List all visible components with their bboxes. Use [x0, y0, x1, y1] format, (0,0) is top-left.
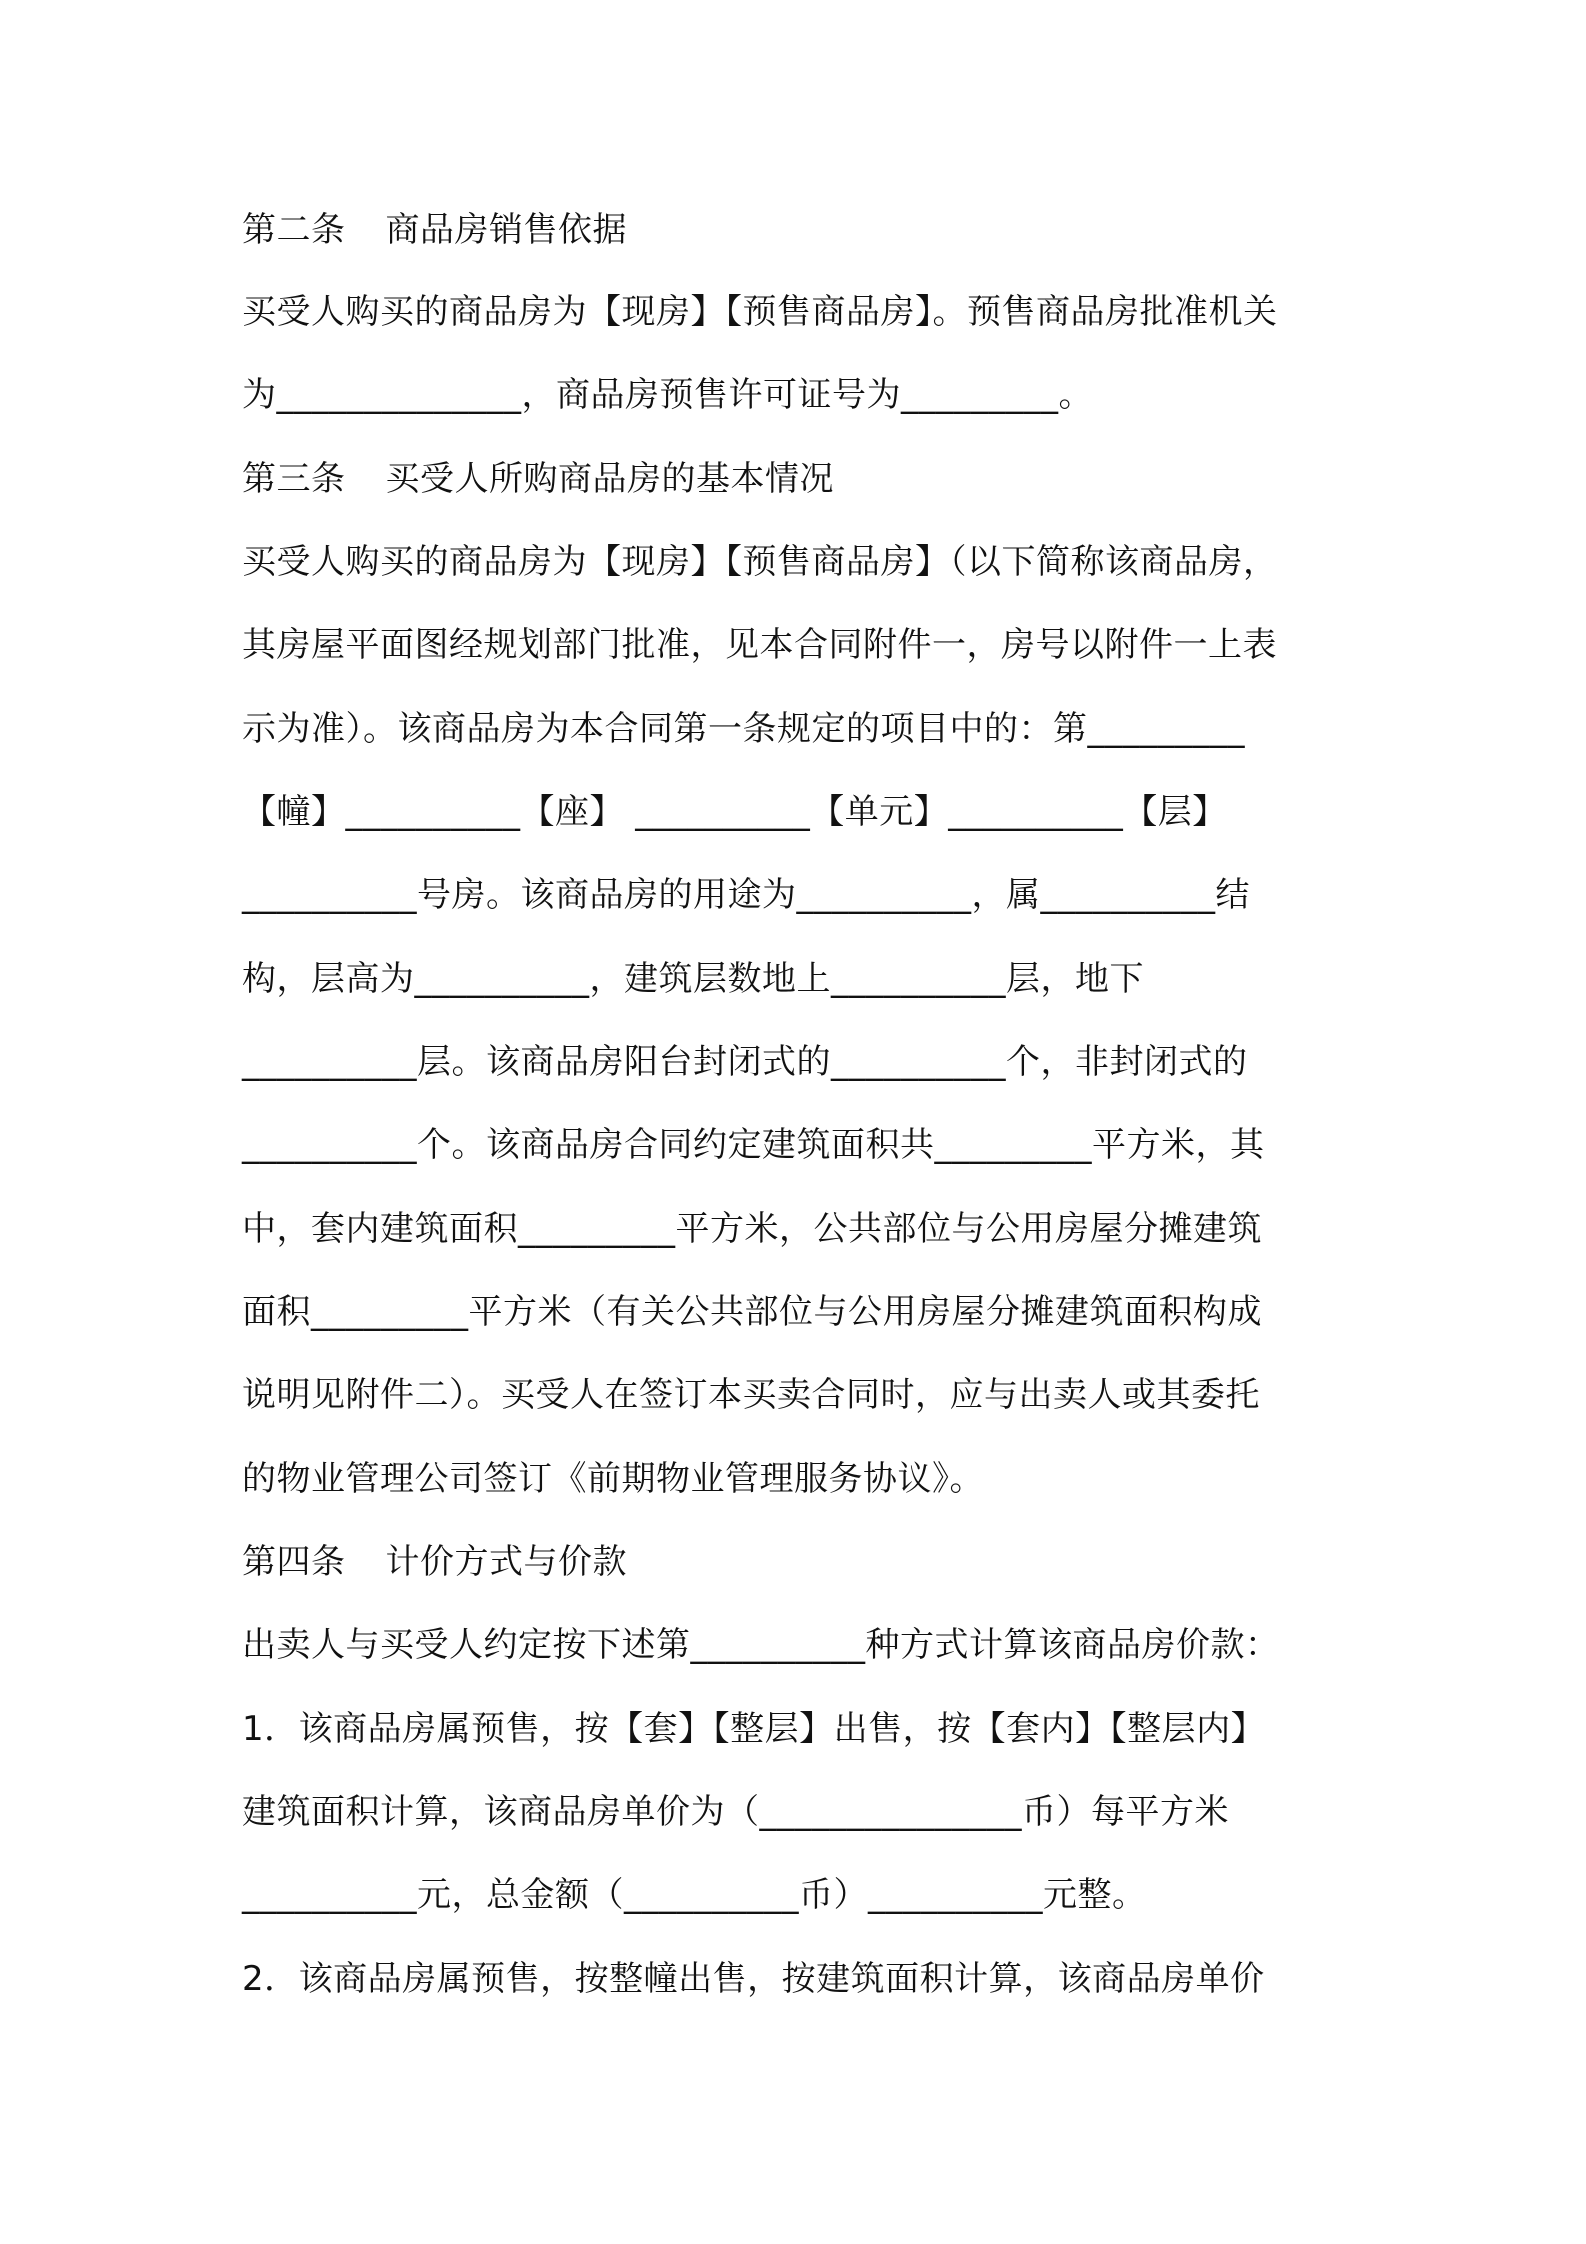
paragraph-line: 为______________，商品房预售许可证号为_________。 [242, 375, 1093, 415]
paragraph-line: 其房屋平面图经规划部门批准，见本合同附件一，房号以附件一上表 [242, 625, 1277, 665]
paragraph-line: 说明见附件二）。买受人在签订本买卖合同时，应与出卖人或其委托 [242, 1375, 1260, 1415]
article-3-heading [242, 457, 1362, 501]
article-2-number: 第二条 [242, 210, 346, 250]
article-3-number: 第三条 [242, 459, 346, 499]
paragraph-line: __________元，总金额（__________币）__________元整。 [242, 1875, 1147, 1915]
paragraph-line: 出卖人与买受人约定按下述第__________种方式计算该商品房价款： [242, 1625, 1280, 1665]
paragraph-line: __________个。该商品房合同约定建筑面积共_________平方米，其 [242, 1125, 1265, 1165]
paragraph-line: 买受人购买的商品房为【现房】【预售商品房】。预售商品房批准机关 [242, 292, 1278, 332]
paragraph-line: 面积_________平方米（有关公共部位与公用房屋分摊建筑面积构成 [242, 1292, 1262, 1332]
article-3-title: 买受人所购商品房的基本情况 [385, 459, 834, 499]
paragraph-line: 【幢】__________【座】 __________【单元】__________【层】 [242, 792, 1227, 832]
paragraph-line: 买受人购买的商品房为【现房】【预售商品房】（以下简称该商品房， [242, 542, 1278, 582]
paragraph-line: 示为准）。该商品房为本合同第一条规定的项目中的：第_________ [242, 709, 1245, 749]
paragraph-line: 中，套内建筑面积_________平方米，公共部位与公用房屋分摊建筑 [242, 1209, 1262, 1249]
paragraph-line: __________号房。该商品房的用途为__________，属__________结 [242, 875, 1250, 915]
paragraph-line: 构，层高为__________，建筑层数地上__________层，地下 [242, 959, 1144, 999]
paragraph-line: __________层。该商品房阳台封闭式的__________个，非封闭式的 [242, 1042, 1248, 1082]
article-2-title: 商品房销售依据 [385, 210, 627, 250]
paragraph-line: 建筑面积计算，该商品房单价为（_______________币）每平方米 [242, 1792, 1229, 1832]
article-2-heading [242, 208, 1362, 252]
paragraph-line: 2．该商品房属预售，按整幢出售，按建筑面积计算，该商品房单价 [242, 1959, 1265, 1999]
article-4-heading [242, 1540, 1362, 1584]
paragraph-line: 1．该商品房属预售，按【套】【整层】出售，按【套内】【整层内】 [242, 1709, 1266, 1749]
paragraph-line: 的物业管理公司签订《前期物业管理服务协议》。 [242, 1459, 984, 1499]
article-4-number: 第四条 [242, 1542, 346, 1582]
article-4-title: 计价方式与价款 [385, 1542, 627, 1582]
